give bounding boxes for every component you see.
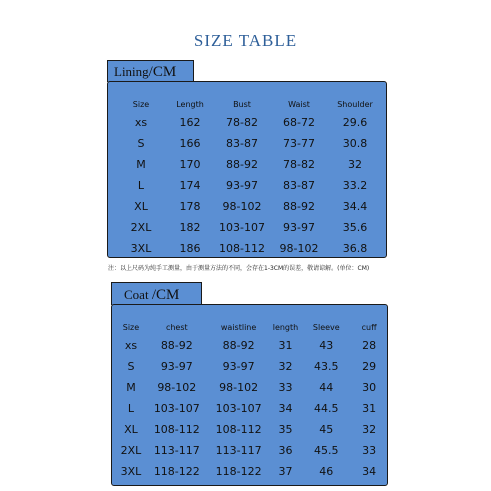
table-cell: 44: [319, 381, 334, 394]
table-cell: 113-117: [215, 444, 262, 457]
table-cell: 2XL: [120, 444, 142, 457]
table-cell: 98-102: [219, 381, 259, 394]
coat-tab-unit: /CM: [151, 287, 180, 303]
table-cell: 32: [348, 158, 362, 171]
table-cell: 83-87: [283, 179, 315, 192]
table-cell: 108-112: [153, 423, 200, 436]
table-cell: 88-92: [160, 339, 193, 352]
column-header: Length: [176, 99, 204, 109]
table-cell: 32: [362, 423, 377, 436]
lining-tab-label: Lining: [114, 64, 149, 79]
lining-size-panel: [107, 81, 387, 258]
table-cell: S: [127, 360, 135, 373]
table-cell: 28: [362, 339, 377, 352]
coat-size-panel: [111, 304, 388, 486]
table-cell: 34.4: [342, 200, 368, 213]
table-cell: 45.5: [314, 444, 339, 457]
table-cell: 78-82: [283, 158, 315, 171]
table-row: [116, 461, 387, 482]
table-cell: L: [137, 179, 145, 192]
table-cell: 88-92: [283, 200, 315, 213]
table-cell: XL: [134, 200, 148, 213]
table-cell: S: [137, 137, 145, 150]
table-cell: 162: [179, 116, 201, 129]
table-cell: 170: [179, 158, 201, 171]
table-cell: 46: [319, 465, 334, 478]
table-cell: 103-107: [153, 402, 200, 415]
coat-tab-label: Coat: [124, 287, 149, 302]
table-cell: 43: [319, 339, 334, 352]
table-cell: 108-112: [215, 423, 262, 436]
table-cell: 98-102: [157, 381, 197, 394]
lining-tab-unit: /CM: [148, 64, 177, 80]
table-cell: 93-97: [283, 221, 315, 234]
table-cell: 78-82: [226, 116, 258, 129]
table-cell: 118-122: [215, 465, 262, 478]
table-cell: 3XL: [120, 465, 142, 478]
table-cell: 88-92: [226, 158, 258, 171]
table-cell: 103-107: [215, 402, 262, 415]
table-cell: 31: [278, 339, 293, 352]
table-cell: 36: [278, 444, 293, 457]
table-row: [116, 335, 387, 356]
table-cell: 33.2: [342, 179, 368, 192]
table-cell: 43.5: [314, 360, 339, 373]
column-header: Size: [132, 99, 150, 109]
table-cell: 68-72: [283, 116, 315, 129]
table-cell: 32: [278, 360, 293, 373]
column-header: length: [272, 322, 299, 332]
table-cell: 3XL: [130, 242, 152, 255]
table-cell: 34: [362, 465, 377, 478]
table-cell: L: [127, 402, 135, 415]
column-header: Shoulder: [337, 99, 373, 109]
table-cell: 93-97: [160, 360, 193, 373]
table-cell: 29: [362, 360, 377, 373]
table-row: [116, 112, 382, 133]
table-cell: 2XL: [130, 221, 152, 234]
table-cell: XL: [124, 423, 138, 436]
table-cell: 186: [179, 242, 201, 255]
table-cell: 113-117: [153, 444, 200, 457]
table-cell: 44.5: [314, 402, 339, 415]
table-cell: 35: [278, 423, 293, 436]
table-cell: 31: [362, 402, 377, 415]
table-cell: 93-97: [226, 179, 258, 192]
table-row: [116, 133, 382, 154]
table-cell: 182: [179, 221, 201, 234]
table-row: [116, 398, 387, 419]
table-cell: 108-112: [219, 242, 265, 255]
table-cell: 33: [278, 381, 293, 394]
lining-tab: [107, 60, 194, 82]
table-row: [116, 196, 382, 217]
table-cell: 35.6: [342, 221, 368, 234]
table-cell: 37: [278, 465, 293, 478]
table-row: [116, 175, 382, 196]
table-cell: M: [126, 381, 136, 394]
table-cell: 33: [362, 444, 377, 457]
page-title: SIZE TABLE: [193, 31, 298, 50]
table-cell: 178: [179, 200, 201, 213]
table-cell: 30: [362, 381, 377, 394]
table-cell: 83-87: [226, 137, 258, 150]
table-row: [116, 154, 382, 175]
table-cell: 98-102: [279, 242, 319, 255]
coat-tab: [111, 282, 202, 305]
table-row: [116, 440, 387, 461]
column-header: chest: [165, 322, 188, 332]
table-cell: 103-107: [219, 221, 265, 234]
table-row: [116, 238, 382, 259]
table-cell: 174: [179, 179, 201, 192]
measurement-note: 注：以上尺码为纯手工测量，由于测量方法的不同，会存在1-3CM的误差，敬请谅解。(单位：CM): [108, 265, 370, 272]
table-cell: 34: [278, 402, 293, 415]
table-header-row: [116, 96, 382, 112]
column-header: Sleeve: [312, 322, 340, 332]
table-cell: xs: [124, 339, 138, 352]
table-header-row: [116, 319, 387, 335]
table-cell: 166: [179, 137, 201, 150]
table-cell: M: [136, 158, 146, 171]
column-header: Bust: [233, 99, 251, 109]
lining-size-table: [116, 96, 382, 259]
table-cell: 88-92: [222, 339, 255, 352]
column-header: waistline: [220, 322, 257, 332]
coat-size-table: [116, 319, 387, 482]
table-row: [116, 419, 387, 440]
table-cell: 93-97: [222, 360, 255, 373]
table-cell: 36.8: [342, 242, 368, 255]
table-cell: 45: [319, 423, 334, 436]
column-header: Size: [122, 322, 140, 332]
table-cell: xs: [134, 116, 148, 129]
column-header: cuff: [361, 322, 377, 332]
column-header: Waist: [288, 99, 310, 109]
table-cell: 30.8: [342, 137, 368, 150]
table-row: [116, 377, 387, 398]
table-cell: 98-102: [222, 200, 262, 213]
table-cell: 29.6: [342, 116, 368, 129]
table-row: [116, 356, 387, 377]
table-cell: 73-77: [283, 137, 315, 150]
table-row: [116, 217, 382, 238]
table-cell: 118-122: [153, 465, 200, 478]
